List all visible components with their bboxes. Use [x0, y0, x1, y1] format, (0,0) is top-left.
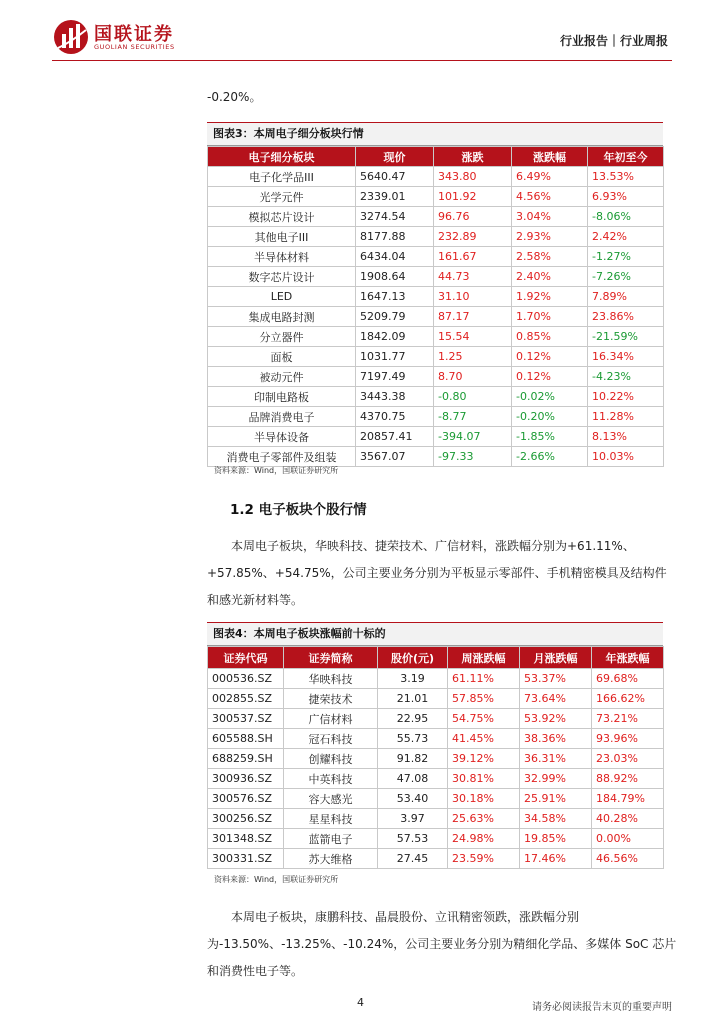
- table-cell: 36.31%: [520, 749, 592, 769]
- table-cell: 2339.01: [356, 187, 434, 207]
- logo-english-name: GUOLIAN SECURITIES: [94, 43, 175, 51]
- paragraph-text: 本周电子板块，华映科技、捷荣技术、广信材料，涨跌幅分别为+61.11%、+57.85%、+54.75%，公司主要业务分别为平板显示零部件、手机精密模具及结构件和感光新材料等。: [207, 539, 667, 607]
- table-row: [208, 789, 664, 809]
- table-cell: 73.21%: [592, 709, 664, 729]
- column-header: 证券简称: [284, 647, 378, 669]
- table-cell: 300537.SZ: [208, 709, 284, 729]
- table-cell: 91.82: [378, 749, 448, 769]
- table-cell: 17.46%: [520, 849, 592, 869]
- table-row: [208, 267, 664, 287]
- table-cell: -4.23%: [588, 367, 664, 387]
- table-cell: 6434.04: [356, 247, 434, 267]
- table-cell: 8.70: [434, 367, 512, 387]
- table-cell: -0.80: [434, 387, 512, 407]
- table-row: [208, 207, 664, 227]
- table-cell: 300936.SZ: [208, 769, 284, 789]
- column-header: 证券代码: [208, 647, 284, 669]
- table-cell: -2.66%: [512, 447, 588, 467]
- table-cell: 1908.64: [356, 267, 434, 287]
- figure-3-title: 图表3：本周电子细分板块行情: [207, 122, 663, 146]
- table-cell: 半导体材料: [208, 247, 356, 267]
- table-cell: 6.93%: [588, 187, 664, 207]
- table-cell: -8.77: [434, 407, 512, 427]
- table-cell: 1.70%: [512, 307, 588, 327]
- table-cell: 88.92%: [592, 769, 664, 789]
- table-row: [208, 749, 664, 769]
- table-row: [208, 347, 664, 367]
- table-cell: 3.19: [378, 669, 448, 689]
- figure-3-table: [207, 146, 664, 467]
- table-cell: 1.25: [434, 347, 512, 367]
- table-cell: 4370.75: [356, 407, 434, 427]
- table-cell: 印制电路板: [208, 387, 356, 407]
- company-logo: [52, 18, 192, 58]
- table-cell: 44.73: [434, 267, 512, 287]
- table-cell: 8177.88: [356, 227, 434, 247]
- column-header: 月涨跌幅: [520, 647, 592, 669]
- table-cell: 87.17: [434, 307, 512, 327]
- table-row: [208, 447, 664, 467]
- table-cell: 20857.41: [356, 427, 434, 447]
- table-cell: 25.63%: [448, 809, 520, 829]
- table-cell: 30.18%: [448, 789, 520, 809]
- table-cell: 53.92%: [520, 709, 592, 729]
- table-row: [208, 849, 664, 869]
- table-cell: 16.34%: [588, 347, 664, 367]
- table-cell: 688259.SH: [208, 749, 284, 769]
- table-cell: 2.40%: [512, 267, 588, 287]
- header-divider: [52, 60, 672, 61]
- table-cell: -0.20%: [512, 407, 588, 427]
- figure-4-table: [207, 646, 664, 869]
- table-row: [208, 729, 664, 749]
- table-cell: 中英科技: [284, 769, 378, 789]
- table-cell: 苏大维格: [284, 849, 378, 869]
- table-row: [208, 407, 664, 427]
- table-cell: -7.26%: [588, 267, 664, 287]
- table-cell: 1842.09: [356, 327, 434, 347]
- table-cell: 11.28%: [588, 407, 664, 427]
- table-cell: 冠石科技: [284, 729, 378, 749]
- table-cell: 41.45%: [448, 729, 520, 749]
- table-cell: 15.54: [434, 327, 512, 347]
- table-cell: 捷荣技术: [284, 689, 378, 709]
- table-cell: 1647.13: [356, 287, 434, 307]
- table-cell: 23.59%: [448, 849, 520, 869]
- table-cell: 2.93%: [512, 227, 588, 247]
- table-cell: 34.58%: [520, 809, 592, 829]
- table-cell: -1.27%: [588, 247, 664, 267]
- table-cell: 10.03%: [588, 447, 664, 467]
- logo-mark-icon: [52, 18, 90, 56]
- table-cell: 53.37%: [520, 669, 592, 689]
- column-header: 股价(元): [378, 647, 448, 669]
- table-cell: 301348.SZ: [208, 829, 284, 849]
- table-cell: 40.28%: [592, 809, 664, 829]
- table-cell: 343.80: [434, 167, 512, 187]
- table-cell: 57.53: [378, 829, 448, 849]
- figure-4-title: 图表4：本周电子板块涨幅前十标的: [207, 622, 663, 646]
- table-cell: -97.33: [434, 447, 512, 467]
- table-cell: -1.85%: [512, 427, 588, 447]
- column-header: 现价: [356, 147, 434, 167]
- table-cell: 73.64%: [520, 689, 592, 709]
- table-header-row: [208, 647, 664, 669]
- table-cell: 半导体设备: [208, 427, 356, 447]
- table-cell: 其他电子III: [208, 227, 356, 247]
- table-row: [208, 829, 664, 849]
- table-cell: 8.13%: [588, 427, 664, 447]
- table-cell: 300576.SZ: [208, 789, 284, 809]
- table-cell: -0.02%: [512, 387, 588, 407]
- table-cell: 2.42%: [588, 227, 664, 247]
- column-header: 涨跌: [434, 147, 512, 167]
- table-row: [208, 247, 664, 267]
- table-cell: 分立器件: [208, 327, 356, 347]
- table-cell: 创耀科技: [284, 749, 378, 769]
- table-cell: 55.73: [378, 729, 448, 749]
- table-header-row: [208, 147, 664, 167]
- column-header: 年初至今: [588, 147, 664, 167]
- table-cell: 002855.SZ: [208, 689, 284, 709]
- table-cell: 69.68%: [592, 669, 664, 689]
- paragraph-top-losers: [207, 904, 677, 985]
- table-cell: 47.08: [378, 769, 448, 789]
- table-cell: 6.49%: [512, 167, 588, 187]
- table-cell: 星星科技: [284, 809, 378, 829]
- table-cell: 101.92: [434, 187, 512, 207]
- table-cell: 000536.SZ: [208, 669, 284, 689]
- table-row: [208, 187, 664, 207]
- table-cell: 2.58%: [512, 247, 588, 267]
- table-row: [208, 669, 664, 689]
- page-number: 4: [357, 996, 364, 1009]
- table-cell: 93.96%: [592, 729, 664, 749]
- table-cell: 25.91%: [520, 789, 592, 809]
- table-cell: -394.07: [434, 427, 512, 447]
- table-row: [208, 367, 664, 387]
- table-cell: 57.85%: [448, 689, 520, 709]
- table-cell: 7.89%: [588, 287, 664, 307]
- table-cell: 5209.79: [356, 307, 434, 327]
- table-cell: 46.56%: [592, 849, 664, 869]
- table-cell: 模拟芯片设计: [208, 207, 356, 227]
- table-row: [208, 327, 664, 347]
- table-cell: 300331.SZ: [208, 849, 284, 869]
- table-cell: 品牌消费电子: [208, 407, 356, 427]
- column-header: 年涨跌幅: [592, 647, 664, 669]
- table-row: [208, 809, 664, 829]
- table-cell: -21.59%: [588, 327, 664, 347]
- column-header: 周涨跌幅: [448, 647, 520, 669]
- table-cell: 300256.SZ: [208, 809, 284, 829]
- table-cell: LED: [208, 287, 356, 307]
- table-cell: 184.79%: [592, 789, 664, 809]
- table-row: [208, 307, 664, 327]
- table-row: [208, 689, 664, 709]
- table-row: [208, 387, 664, 407]
- table-cell: 0.12%: [512, 367, 588, 387]
- table-cell: 3.97: [378, 809, 448, 829]
- column-header: 涨跌幅: [512, 147, 588, 167]
- table-cell: 7197.49: [356, 367, 434, 387]
- table-row: [208, 709, 664, 729]
- table-cell: 蓝箭电子: [284, 829, 378, 849]
- table-cell: 53.40: [378, 789, 448, 809]
- table-cell: 10.22%: [588, 387, 664, 407]
- table-cell: 面板: [208, 347, 356, 367]
- table-cell: 容大感光: [284, 789, 378, 809]
- table-cell: 0.85%: [512, 327, 588, 347]
- table-cell: 3443.38: [356, 387, 434, 407]
- table-cell: 61.11%: [448, 669, 520, 689]
- table-cell: 24.98%: [448, 829, 520, 849]
- table-cell: 232.89: [434, 227, 512, 247]
- table-cell: 30.81%: [448, 769, 520, 789]
- table-cell: 38.36%: [520, 729, 592, 749]
- table-cell: 23.86%: [588, 307, 664, 327]
- table-row: [208, 227, 664, 247]
- column-header: 电子细分板块: [208, 147, 356, 167]
- table-cell: 光学元件: [208, 187, 356, 207]
- table-cell: 32.99%: [520, 769, 592, 789]
- table-cell: 31.10: [434, 287, 512, 307]
- table-cell: 3.04%: [512, 207, 588, 227]
- table-cell: 1031.77: [356, 347, 434, 367]
- table-cell: 电子化学品III: [208, 167, 356, 187]
- page-header: [0, 0, 724, 70]
- table-cell: 166.62%: [592, 689, 664, 709]
- table-row: [208, 427, 664, 447]
- table-cell: 23.03%: [592, 749, 664, 769]
- table-cell: 4.56%: [512, 187, 588, 207]
- table-cell: 华映科技: [284, 669, 378, 689]
- table-cell: 161.67: [434, 247, 512, 267]
- document-type-label: 行业报告｜行业周报: [559, 34, 668, 48]
- paragraph-top-gainers: [207, 533, 677, 614]
- figure-4-source: 资料来源：Wind，国联证券研究所: [214, 875, 339, 884]
- table-cell: 54.75%: [448, 709, 520, 729]
- section-heading: 1.2 电子板块个股行情: [230, 502, 367, 518]
- table-row: [208, 287, 664, 307]
- table-cell: 39.12%: [448, 749, 520, 769]
- table-cell: 5640.47: [356, 167, 434, 187]
- table-cell: 1.92%: [512, 287, 588, 307]
- table-cell: 0.00%: [592, 829, 664, 849]
- table-cell: 605588.SH: [208, 729, 284, 749]
- table-cell: 13.53%: [588, 167, 664, 187]
- figure-3-source: 资料来源：Wind，国联证券研究所: [214, 466, 339, 475]
- table-cell: 27.45: [378, 849, 448, 869]
- table-row: [208, 769, 664, 789]
- table-cell: 消费电子零部件及组装: [208, 447, 356, 467]
- table-cell: 集成电路封测: [208, 307, 356, 327]
- table-cell: 广信材料: [284, 709, 378, 729]
- table-cell: 3274.54: [356, 207, 434, 227]
- table-cell: 22.95: [378, 709, 448, 729]
- table-cell: 96.76: [434, 207, 512, 227]
- table-cell: 21.01: [378, 689, 448, 709]
- paragraph-text: 本周电子板块，康鹏科技、晶晨股份、立讯精密领跌，涨跌幅分别为-13.50%、-13.25%、-10.24%，公司主要业务分别为精细化学品、多媒体 SoC 芯片和消费性电子等。: [207, 910, 677, 978]
- table-row: [208, 167, 664, 187]
- table-cell: 3567.07: [356, 447, 434, 467]
- disclaimer-note: 请务必阅读报告末页的重要声明: [532, 1002, 672, 1013]
- intro-text: -0.20%。: [207, 90, 262, 104]
- table-cell: 被动元件: [208, 367, 356, 387]
- table-cell: 19.85%: [520, 829, 592, 849]
- table-cell: -8.06%: [588, 207, 664, 227]
- table-cell: 数字芯片设计: [208, 267, 356, 287]
- logo-chinese-name: 国联证券: [94, 24, 174, 45]
- table-cell: 0.12%: [512, 347, 588, 367]
